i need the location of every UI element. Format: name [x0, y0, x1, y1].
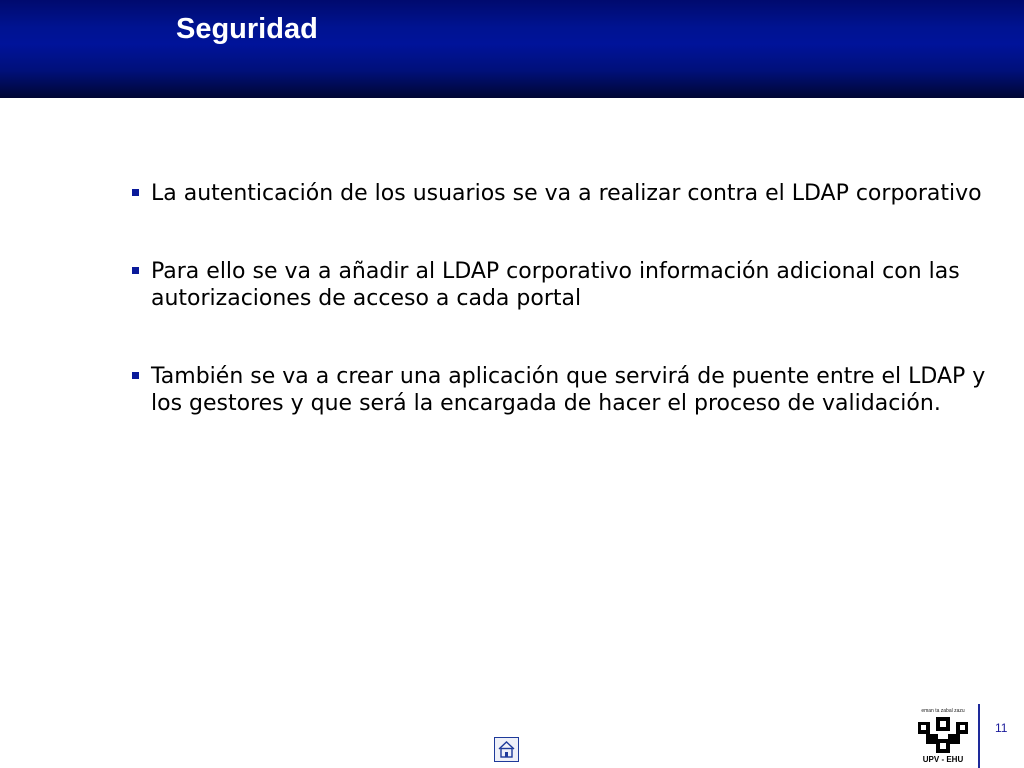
footer-divider [978, 704, 980, 768]
square-bullet-icon [132, 189, 139, 196]
logo-label: UPV - EHU [922, 755, 964, 764]
upv-ehu-logo [912, 708, 974, 766]
home-icon [495, 738, 518, 761]
bullet-text: También se va a crear una aplicación que servirá de puente entre el LDAP y los gestores y que será la encargada de hacer el proceso de validación. [151, 364, 986, 416]
square-bullet-icon [132, 267, 139, 274]
home-button[interactable] [494, 737, 519, 762]
title-bar [0, 0, 1024, 98]
bullet-text: Para ello se va a añadir al LDAP corporativo información adicional con las autorizaciones de acceso a cada portal [151, 259, 960, 311]
bullet-item [130, 258, 1010, 312]
bullet-text: La autenticación de los usuarios se va a realizar contra el LDAP corporativo [151, 181, 982, 206]
bullet-list [130, 180, 1010, 417]
bullet-item [130, 363, 1010, 417]
page-number: 11 [995, 721, 1008, 735]
university-emblem-icon [916, 717, 970, 753]
bullet-item [130, 180, 1010, 207]
logo-tagline: eman ta zabal zazu [921, 708, 965, 714]
square-bullet-icon [132, 372, 139, 379]
slide-title: Seguridad [176, 13, 318, 45]
